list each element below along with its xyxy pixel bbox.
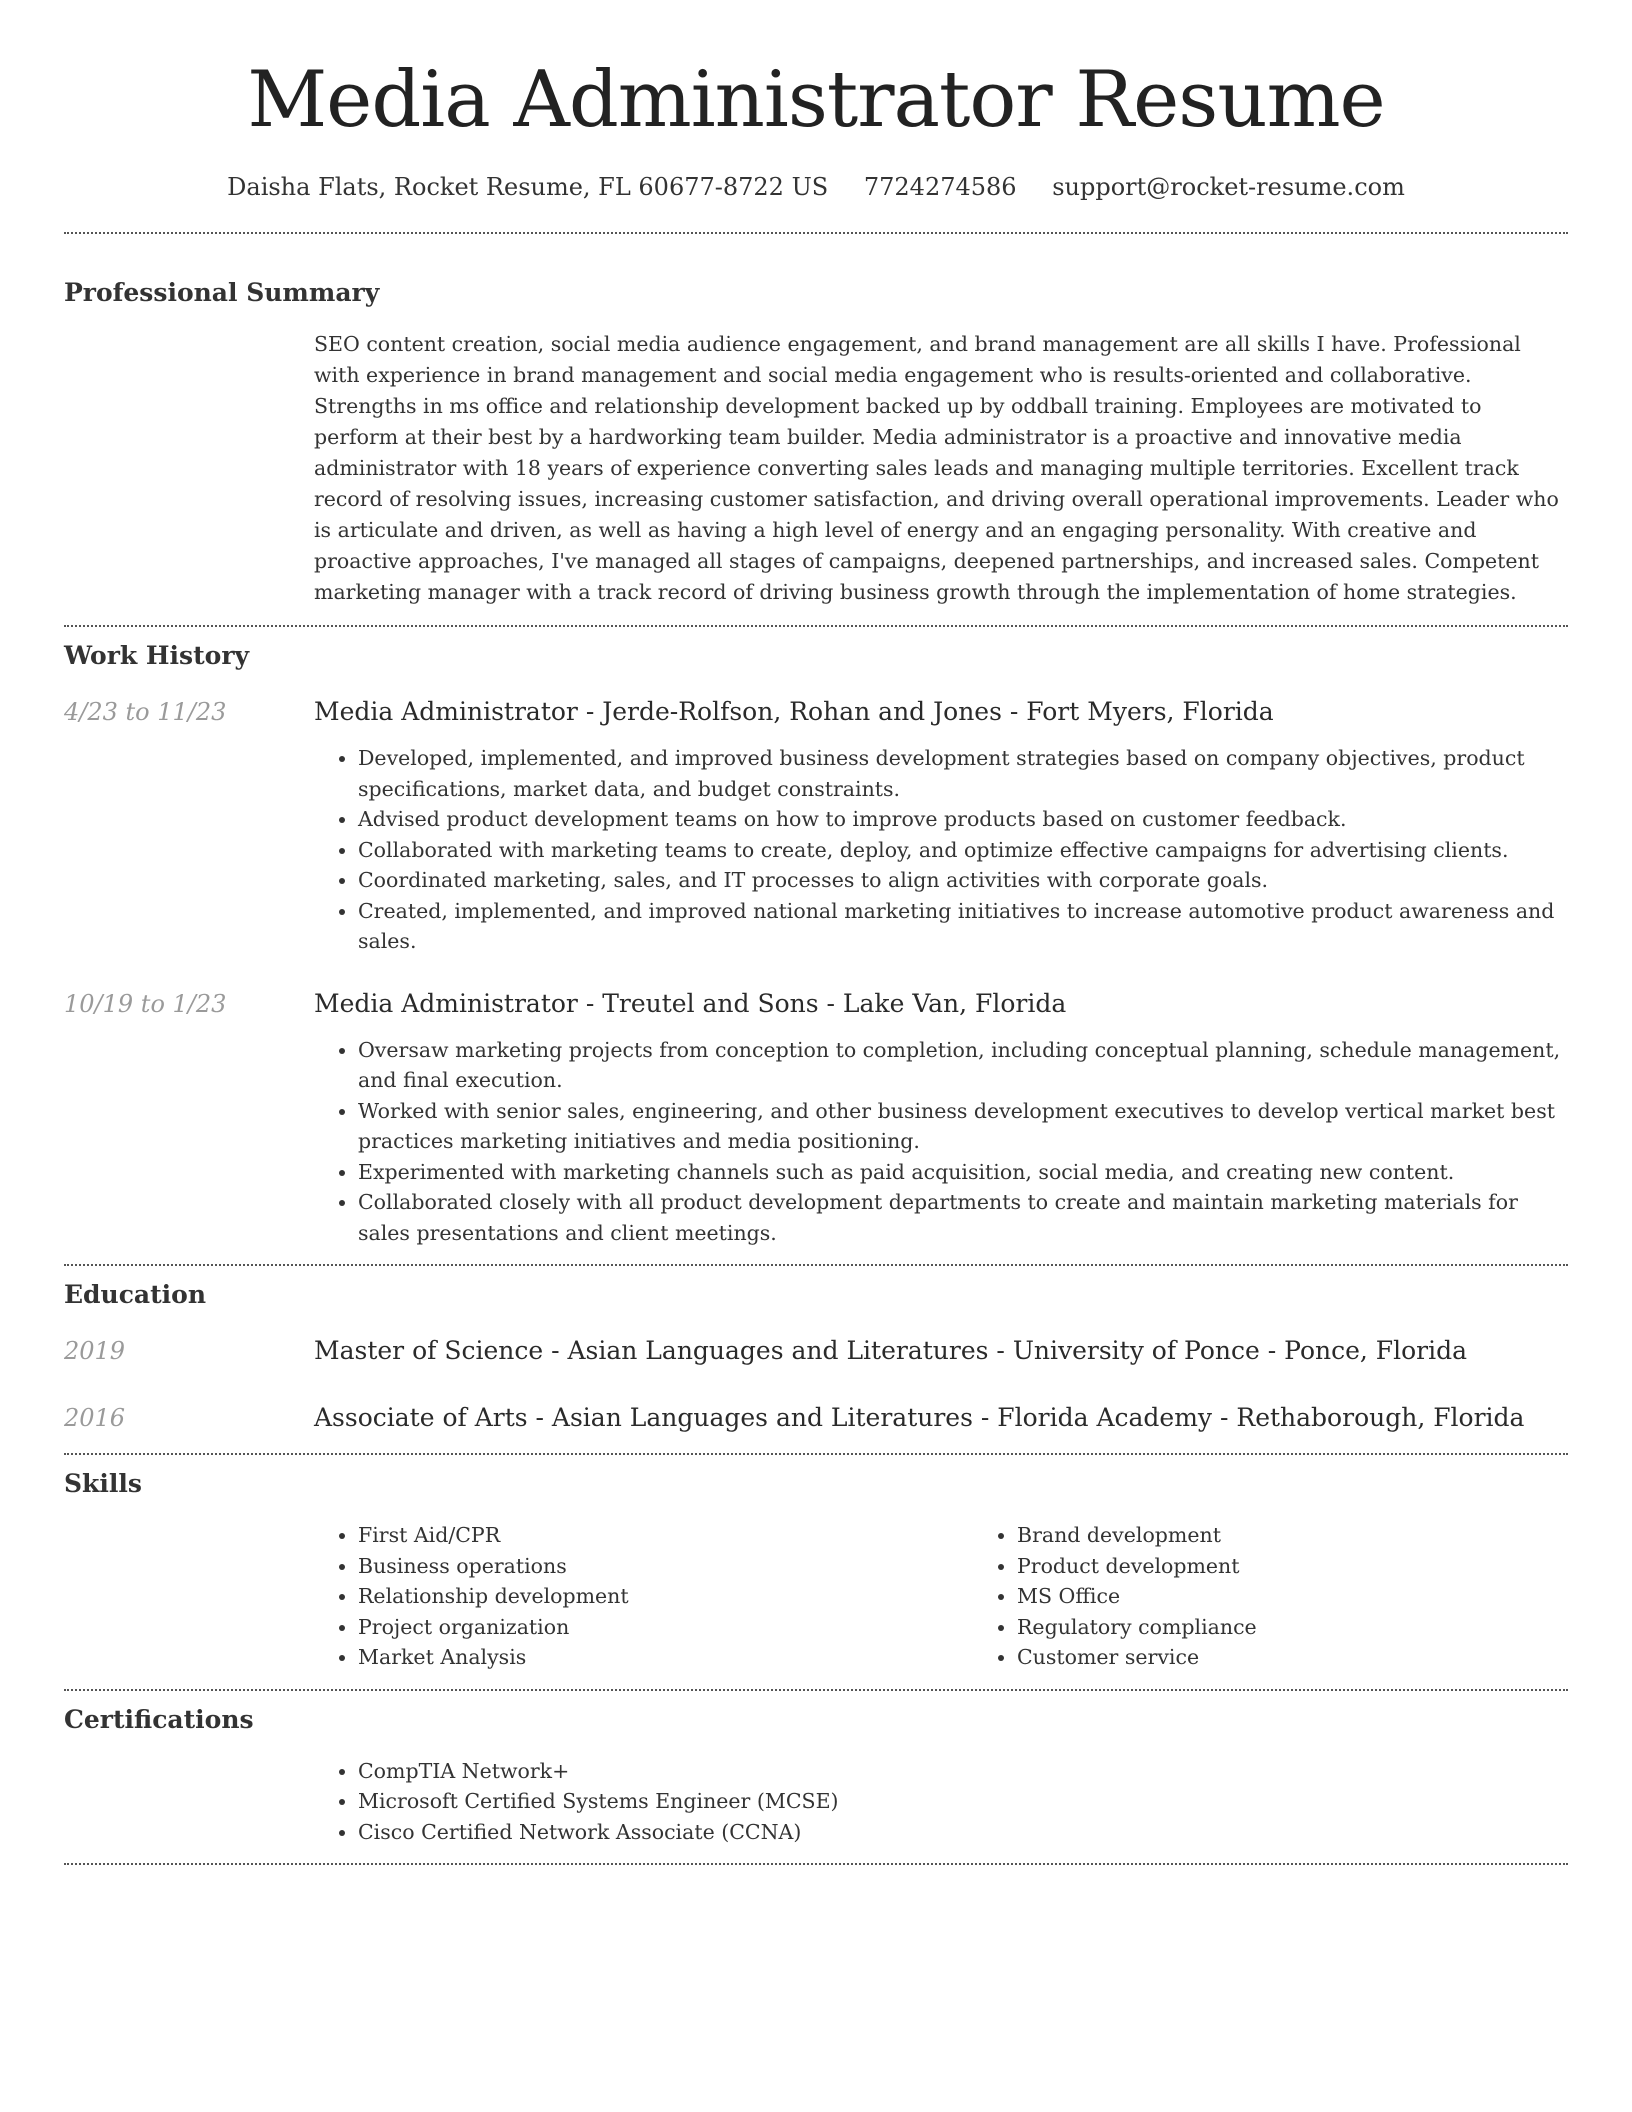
job-bullet: • Developed, implemented, and improved business development strategies based on company objectives, product specifications, market data, and budget constraints. bbox=[358, 743, 1568, 804]
job-bullet: • Collaborated closely with all product development departments to create and maintain marketing materials for sales presentations and client meetings. bbox=[358, 1187, 1568, 1248]
job-heading: Media Administrator - Jerde-Rolfson, Rohan and Jones - Fort Myers, Florida bbox=[314, 697, 1274, 726]
divider bbox=[64, 625, 1568, 627]
skill-item: • Product development bbox=[1017, 1551, 1632, 1582]
section-title-certifications: Certifications bbox=[64, 1704, 254, 1734]
skill-item: • Business operations bbox=[358, 1551, 973, 1582]
job-bullet: • Advised product development teams on how to improve products based on customer feedback. bbox=[358, 804, 1568, 835]
section-title-summary: Professional Summary bbox=[64, 278, 380, 307]
job-bullet: • Worked with senior sales, engineering, and other business development executives to develop vertical market best practices marketing initiatives and media positioning. bbox=[358, 1096, 1568, 1157]
certifications-list bbox=[314, 1756, 1568, 1848]
job-bullet: • Experimented with marketing channels such as paid acquisition, social media, and creating new content. bbox=[358, 1157, 1568, 1188]
contact-address: Daisha Flats, Rocket Resume, FL 60677-8722 US bbox=[227, 173, 829, 201]
divider bbox=[64, 1453, 1568, 1455]
job-bullets bbox=[314, 743, 1568, 957]
job-bullet: • Oversaw marketing projects from conception to completion, including conceptual planning, schedule management, and final execution. bbox=[358, 1035, 1568, 1096]
education-year: 2016 bbox=[64, 1404, 126, 1432]
skill-item: • Relationship development bbox=[358, 1581, 973, 1612]
section-title-education: Education bbox=[64, 1280, 207, 1309]
skill-item: • Customer service bbox=[1017, 1642, 1632, 1673]
job-bullets bbox=[314, 1035, 1568, 1249]
divider bbox=[64, 1863, 1568, 1865]
contact-line bbox=[64, 170, 1568, 204]
skill-item: • Market Analysis bbox=[358, 1642, 973, 1673]
certification-item: • Cisco Certified Network Associate (CCNA) bbox=[358, 1817, 1568, 1848]
job-dates: 10/19 to 1/23 bbox=[64, 989, 227, 1018]
education-year: 2019 bbox=[64, 1337, 126, 1365]
certification-item: • CompTIA Network+ bbox=[358, 1756, 1568, 1787]
divider bbox=[64, 1264, 1568, 1266]
job-entry bbox=[64, 695, 1568, 957]
job-heading: Media Administrator - Treutel and Sons - Lake Van, Florida bbox=[314, 988, 1067, 1018]
section-title-work-history: Work History bbox=[64, 641, 250, 670]
divider bbox=[64, 232, 1568, 234]
certification-item: • Microsoft Certified Systems Engineer (MCSE) bbox=[358, 1786, 1568, 1817]
skills-list bbox=[314, 1520, 973, 1673]
job-bullet: • Coordinated marketing, sales, and IT processes to align activities with corporate goals. bbox=[358, 865, 1568, 896]
skill-item: • First Aid/CPR bbox=[358, 1520, 973, 1551]
education-degree: Master of Science - Asian Languages and Literatures - University of Ponce - Ponce, Florida bbox=[314, 1336, 1468, 1365]
skill-item: • Brand development bbox=[1017, 1520, 1632, 1551]
divider bbox=[64, 1689, 1568, 1691]
education-entry bbox=[64, 1334, 1568, 1368]
job-bullet: • Created, implemented, and improved national marketing initiatives to increase automotive product awareness and sales. bbox=[358, 896, 1568, 957]
skills-grid bbox=[314, 1520, 1632, 1673]
contact-email: support@rocket-resume.com bbox=[1052, 173, 1405, 201]
job-dates: 4/23 to 11/23 bbox=[64, 698, 227, 726]
contact-phone: 7724274586 bbox=[863, 173, 1017, 201]
certifications-spacer bbox=[64, 1756, 314, 1848]
resume-page bbox=[64, 0, 1568, 1865]
summary-spacer bbox=[64, 329, 314, 608]
job-entry bbox=[64, 987, 1568, 1249]
skill-item: • Regulatory compliance bbox=[1017, 1612, 1632, 1643]
skills-list bbox=[973, 1520, 1632, 1673]
section-title-skills: Skills bbox=[64, 1469, 142, 1498]
resume-name: Media Administrator Resume bbox=[247, 55, 1385, 145]
job-bullet: • Collaborated with marketing teams to create, deploy, and optimize effective campaigns for advertising clients. bbox=[358, 835, 1568, 866]
skill-item: • MS Office bbox=[1017, 1581, 1632, 1612]
education-entry bbox=[64, 1401, 1568, 1435]
education-degree: Associate of Arts - Asian Languages and Literatures - Florida Academy - Rethaborough, Florida bbox=[314, 1403, 1525, 1432]
skills-spacer bbox=[64, 1520, 314, 1673]
skill-item: • Project organization bbox=[358, 1612, 973, 1643]
summary-text: SEO content creation, social media audience engagement, and brand management are all skills I have. Professional with experience in brand management and social media engagement who is results-oriented and collaborative. Strengths in ms office and relationship development backed up by oddball training. Employees are motivated to perform at their best by a hardworking team builder. Media administrator is a proactive and innovative media administrator with 18 years of experience converting sales leads and managing multiple territories. Excellent track record of resolving issues, increasing customer satisfaction, and driving overall operational improvements. Leader who is articulate and driven, as well as having a high level of energy and an engaging personality. With creative and proactive approaches, I've managed all stages of campaigns, deepened partnerships, and increased sales. Competent marketing manager with a track record of driving business growth through the implementation of home strategies. bbox=[314, 332, 1559, 604]
